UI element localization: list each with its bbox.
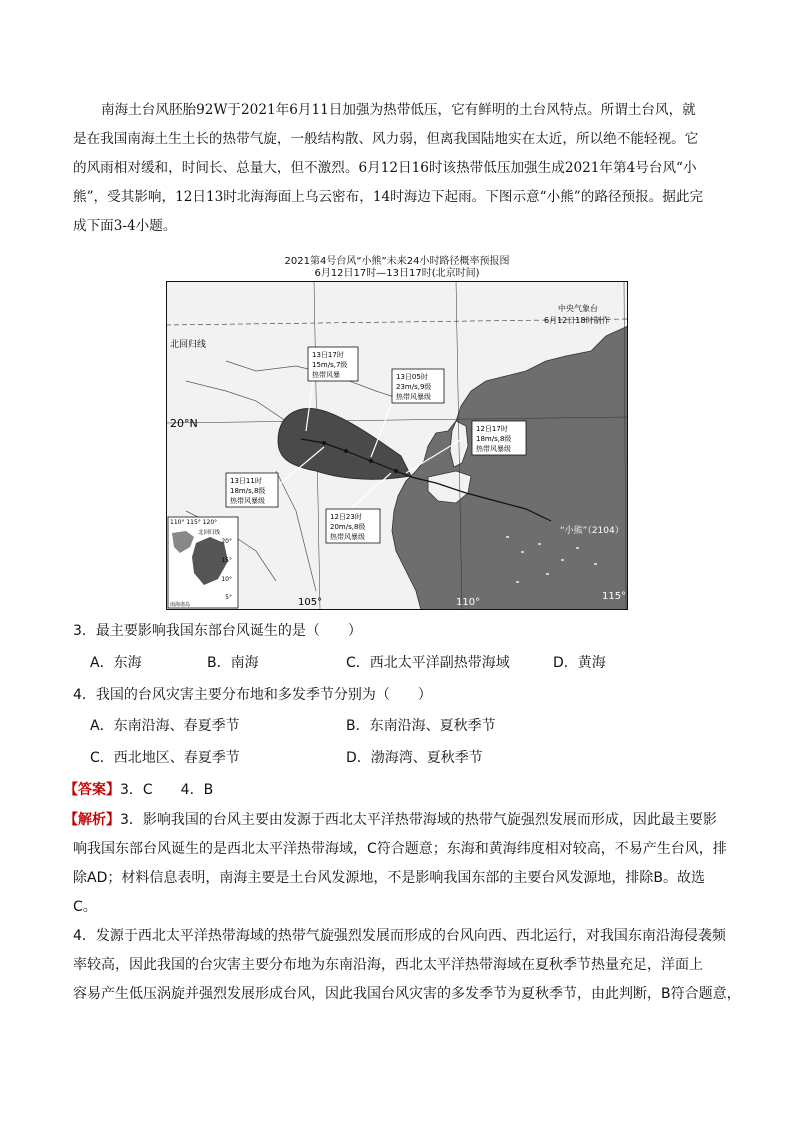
label-text: 热带风暴级 [230,497,265,505]
intro-paragraph [73,96,721,241]
analysis-paragraph-1 [64,806,727,922]
question-3-option-d: D．黄海 [553,655,606,671]
question-3-option-c: C．西北太平洋副热带海域 [346,655,510,671]
label-text: 热带风暴级 [396,393,431,401]
inset-lat: 20° [221,538,232,545]
label-12d17h [472,421,526,455]
answer-text: 3．C 4．B [120,782,214,798]
question-3-option-a: A．东海 [90,655,142,671]
question-4-option-a: A．东南沿海、春夏季节 [90,718,240,734]
typhoon-name-label: “小熊”（2104） [560,526,624,536]
label-text: 20m/s,8级 [330,523,366,531]
label-text: 13日11时 [230,477,262,485]
lon-115-label: 115° [602,591,627,602]
answer-tag: 【答案】 [64,782,120,798]
question-4-option-c: C．西北地区、春夏季节 [90,750,240,766]
analysis-line: 率较高，因此我国的台灾害主要分布地为东南沿海，西北太平洋热带海域在夏秋季节热量充足，洋面上 [73,957,703,973]
label-text: 12日23时 [330,513,362,521]
analysis-paragraph-2 [73,922,741,1009]
label-text: 热带风暴级 [330,533,365,541]
tropic-label: 北回归线 [170,340,207,350]
lat-20-label: 20°N [170,417,198,430]
intro-line: 的风雨相对缓和，时间长、总量大，但不激烈。6月12日16时该热带低压加强生成2021年第4号台风“小 [73,160,697,176]
inset-lon-labels: 110° 115° 120° [170,519,218,526]
inset-lat: 5° [225,594,232,601]
figure-subtitle: 6月12日17时—13日17时(北京时间) [314,268,480,279]
label-text: 热带风暴 [312,371,340,379]
analysis-line: 响我国东部台风诞生的是西北太平洋热带海域，C符合题意；东海和黄海纬度相对较高，不易产生台风，排 [73,841,727,857]
analysis-tag: 【解析】 [64,812,120,828]
intro-line: 南海土台风胚胎92W于2021年6月11日加强为热带低压，它有鲜明的土台风特点。所谓土台风，就 [101,102,696,118]
question-3-option-b: B．南海 [207,655,259,671]
intro-line: 熊”，受其影响，12日13时北海海面上乌云密布，14时海边下起雨。下图示意“小熊”的路径预报。据此完 [73,189,704,205]
lon-110-label: 110° [456,597,481,608]
question-4-option-b: B．东南沿海、夏秋季节 [346,718,496,734]
label-text: 15m/s,7级 [312,361,348,369]
analysis-text: 3．影响我国的台风主要由发源于西北太平洋热带海域的热带气旋强烈发展而形成，因此最主要影 [120,812,717,828]
figure-title: 2021第4号台风“小熊”未来24小时路径概率预报图 [284,256,510,267]
inset-islands-label: 南海诸岛 [170,602,191,608]
label-13d17h [308,347,358,381]
question-4-option-d: D．渤海湾、夏秋季节 [346,750,483,766]
analysis-line: 4．发源于西北太平洋热带海域的热带气旋强烈发展而形成的台风向西、西北运行，对我国东南沿海侵袭频 [73,928,726,944]
agency-label: 中央气象台 [558,304,598,313]
label-text: 12日17时 [476,425,508,433]
inset-lat: 10° [221,576,232,583]
label-13d05h [392,369,444,403]
label-text: 13日17时 [312,351,344,359]
analysis-line [64,806,727,835]
made-label: 6月12日18时制作 [544,316,610,325]
analysis-line: 容易产生低压涡旋并强烈发展形成台风，因此我国台风灾害的多发季节为夏秋季节，由此判断，B符合题意， [73,986,741,1002]
inset-tropic: 北回归线 [198,530,221,536]
inset-map [168,517,238,608]
label-text: 热带风暴级 [476,445,511,453]
typhoon-track-map [166,281,628,610]
analysis-line: C。 [73,899,97,915]
intro-line: 成下面3-4小题。 [73,218,177,234]
question-3-stem: 3．最主要影响我国东部台风诞生的是（ ） [73,623,362,639]
label-text: 18m/s,8级 [476,435,512,443]
lon-105-label: 105° [298,597,323,608]
label-13d11h [226,473,278,507]
analysis-line: 除AD；材料信息表明，南海主要是土台风发源地，不是影响我国东部的主要台风发源地，排除B。故选 [73,870,705,886]
question-4-stem: 4．我国的台风灾害主要分布地和多发季节分别为（ ） [73,687,432,703]
answer-line [64,780,213,800]
label-text: 18m/s,8级 [230,487,266,495]
intro-line: 是在我国南海土生土长的热带气旋，一般结构散、风力弱，但离我国陆地实在太近，所以绝不能轻视。它 [73,131,699,147]
label-text: 23m/s,9级 [396,383,432,391]
label-12d23h [326,509,380,543]
label-text: 13日05时 [396,373,428,381]
inset-lat: 15° [221,557,232,564]
